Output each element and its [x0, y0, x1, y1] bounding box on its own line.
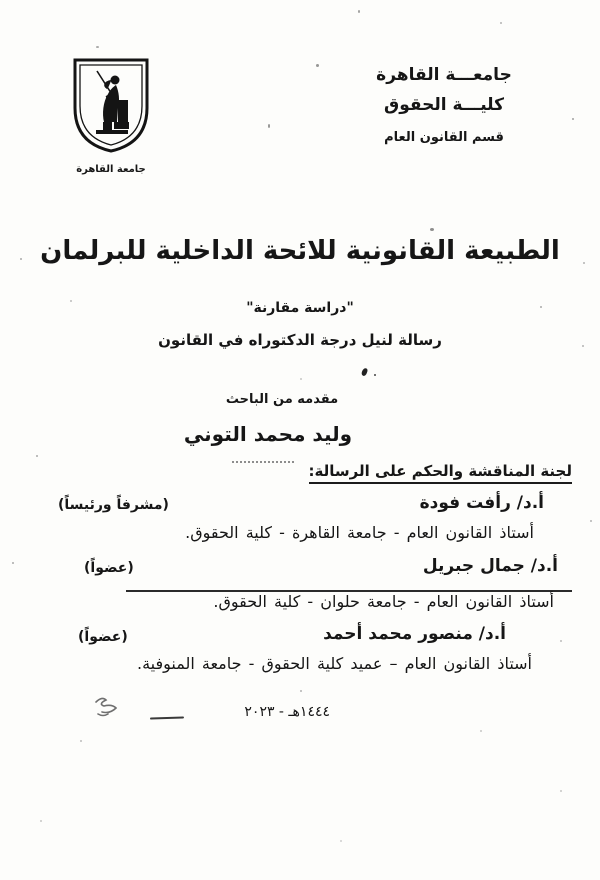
- university-name: جامعـــة القاهرة: [376, 65, 512, 85]
- cairo-university-emblem-icon: [70, 141, 152, 160]
- faculty-name: كليـــة الحقوق: [384, 95, 504, 115]
- committee-member-affiliation: أستاذ القانون العام - جامعة حلوان - كلية الحقوق.: [213, 592, 554, 611]
- university-emblem: [68, 56, 154, 175]
- presented-by-label: مقدمه من الباحث: [225, 392, 339, 407]
- committee-member-name: أ.د/ جمال جبريل: [422, 556, 558, 576]
- committee-heading: لجنة المناقشة والحكم على الرسالة:: [309, 462, 572, 484]
- committee-member-name: أ.د/ منصور محمد أحمد: [323, 624, 506, 644]
- dash-artifact: [150, 716, 184, 719]
- pencil-scribble-artifact: [92, 694, 134, 722]
- thesis-date: ١٤٤٤هـ - ٢٠٢٣: [244, 704, 330, 720]
- thesis-subtitle: "دراسة مقارنة": [246, 300, 354, 316]
- committee-member-role: (عضواً): [78, 629, 128, 645]
- committee-member-role: (عضواً): [84, 560, 134, 576]
- committee-member-role: (مشرفاً ورئيساً): [58, 497, 169, 513]
- author-underline-artifact: [232, 461, 294, 463]
- degree-line: رسالة لنيل درجة الدكتوراه في القانون: [158, 331, 442, 349]
- stray-ink-mark: [361, 367, 368, 376]
- department-name: قسم القانون العام: [384, 130, 504, 145]
- committee-member-affiliation: أستاذ القانون العام – عميد كلية الحقوق - جامعة المنوفية.: [136, 654, 532, 673]
- stray-ink-dot: [374, 374, 376, 376]
- thesis-title: الطبيعة القانونية للائحة الداخلية للبرلمان: [40, 236, 560, 266]
- institution-header: [364, 64, 524, 145]
- committee-member-name: أ.د/ رأفت فودة: [419, 493, 544, 513]
- emblem-caption: جامعة القاهرة: [76, 164, 146, 175]
- committee-member-affiliation: أستاذ القانون العام - جامعة القاهرة - كلية الحقوق.: [185, 523, 534, 542]
- author-name: وليد محمد التوني: [183, 422, 353, 446]
